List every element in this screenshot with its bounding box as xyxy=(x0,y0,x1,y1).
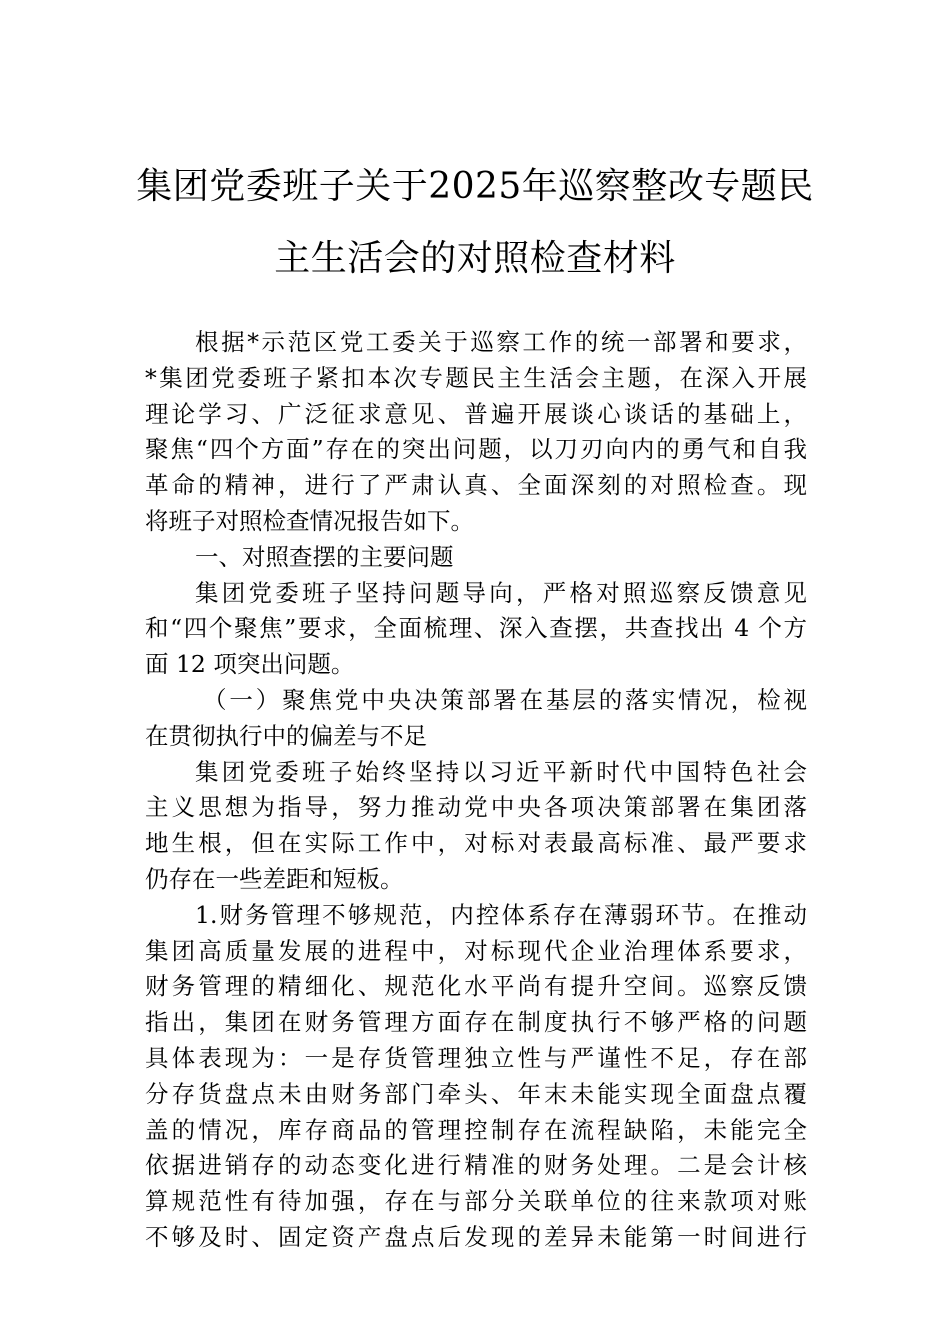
subsection-heading: 在贯彻执行中的偏差与不足 xyxy=(145,721,427,750)
body-line: 仍存在一些差距和短板。 xyxy=(145,864,404,893)
body-line: 盖的情况，库存商品的管理控制存在流程缺陷，未能完全 xyxy=(145,1115,807,1144)
body-line: 财务管理的精细化、规范化水平尚有提升空间。巡察反馈 xyxy=(145,972,807,1001)
body-line: 分存货盘点未由财务部门牵头、年末未能实现全面盘点覆 xyxy=(145,1079,807,1108)
body-line: 聚焦“四个方面”存在的突出问题，以刀刃向内的勇气和自我 xyxy=(145,435,807,464)
body-line: 理论学习、广泛征求意见、普遍开展谈心谈话的基础上， xyxy=(145,399,807,428)
body-line: 革命的精神，进行了严肃认真、全面深刻的对照检查。现 xyxy=(145,471,807,500)
body-line: 集团党委班子坚持问题导向，严格对照巡察反馈意见 xyxy=(195,578,807,607)
body-line: 指出，集团在财务管理方面存在制度执行不够严格的问题 xyxy=(145,1008,807,1037)
document-body xyxy=(145,325,807,1256)
body-line: 和“四个聚焦”要求，全面梳理、深入查摆，共查找出 4 个方 xyxy=(145,614,807,643)
document-title-line-2: 主生活会的对照检查材料 xyxy=(274,238,676,279)
body-line: 主义思想为指导，努力推动党中央各项决策部署在集团落 xyxy=(145,793,807,822)
body-line: 根据*示范区党工委关于巡察工作的统一部署和要求， xyxy=(195,328,807,356)
body-line: 集团高质量发展的进程中，对标现代企业治理体系要求， xyxy=(145,936,807,965)
document-title-line-1: 集团党委班子关于2025年巡察整改专题民 xyxy=(136,166,814,207)
body-line: 集团党委班子始终坚持以习近平新时代中国特色社会 xyxy=(195,757,807,786)
body-line: 依据进销存的动态变化进行精准的财务处理。二是会计核 xyxy=(145,1151,807,1180)
section-heading: 一、对照查摆的主要问题 xyxy=(195,542,454,571)
body-line: 地生根，但在实际工作中，对标对表最高标准、最严要求 xyxy=(145,829,807,858)
body-line: 1.财务管理不够规范，内控体系存在薄弱环节。在推动 xyxy=(195,900,807,929)
body-line: 将班子对照检查情况报告如下。 xyxy=(145,506,474,535)
body-line: 面 12 项突出问题。 xyxy=(145,650,355,679)
subsection-heading: （一）聚焦党中央决策部署在基层的落实情况，检视 xyxy=(203,685,807,714)
body-line: 具体表现为：一是存货管理独立性与严谨性不足，存在部 xyxy=(145,1043,807,1072)
body-line: 不够及时、固定资产盘点后发现的差异未能第一时间进行 xyxy=(145,1222,807,1251)
body-line: 算规范性有待加强，存在与部分关联单位的往来款项对账 xyxy=(145,1187,807,1216)
body-line: *集团党委班子紧扣本次专题民主生活会主题，在深入开展 xyxy=(145,363,807,392)
